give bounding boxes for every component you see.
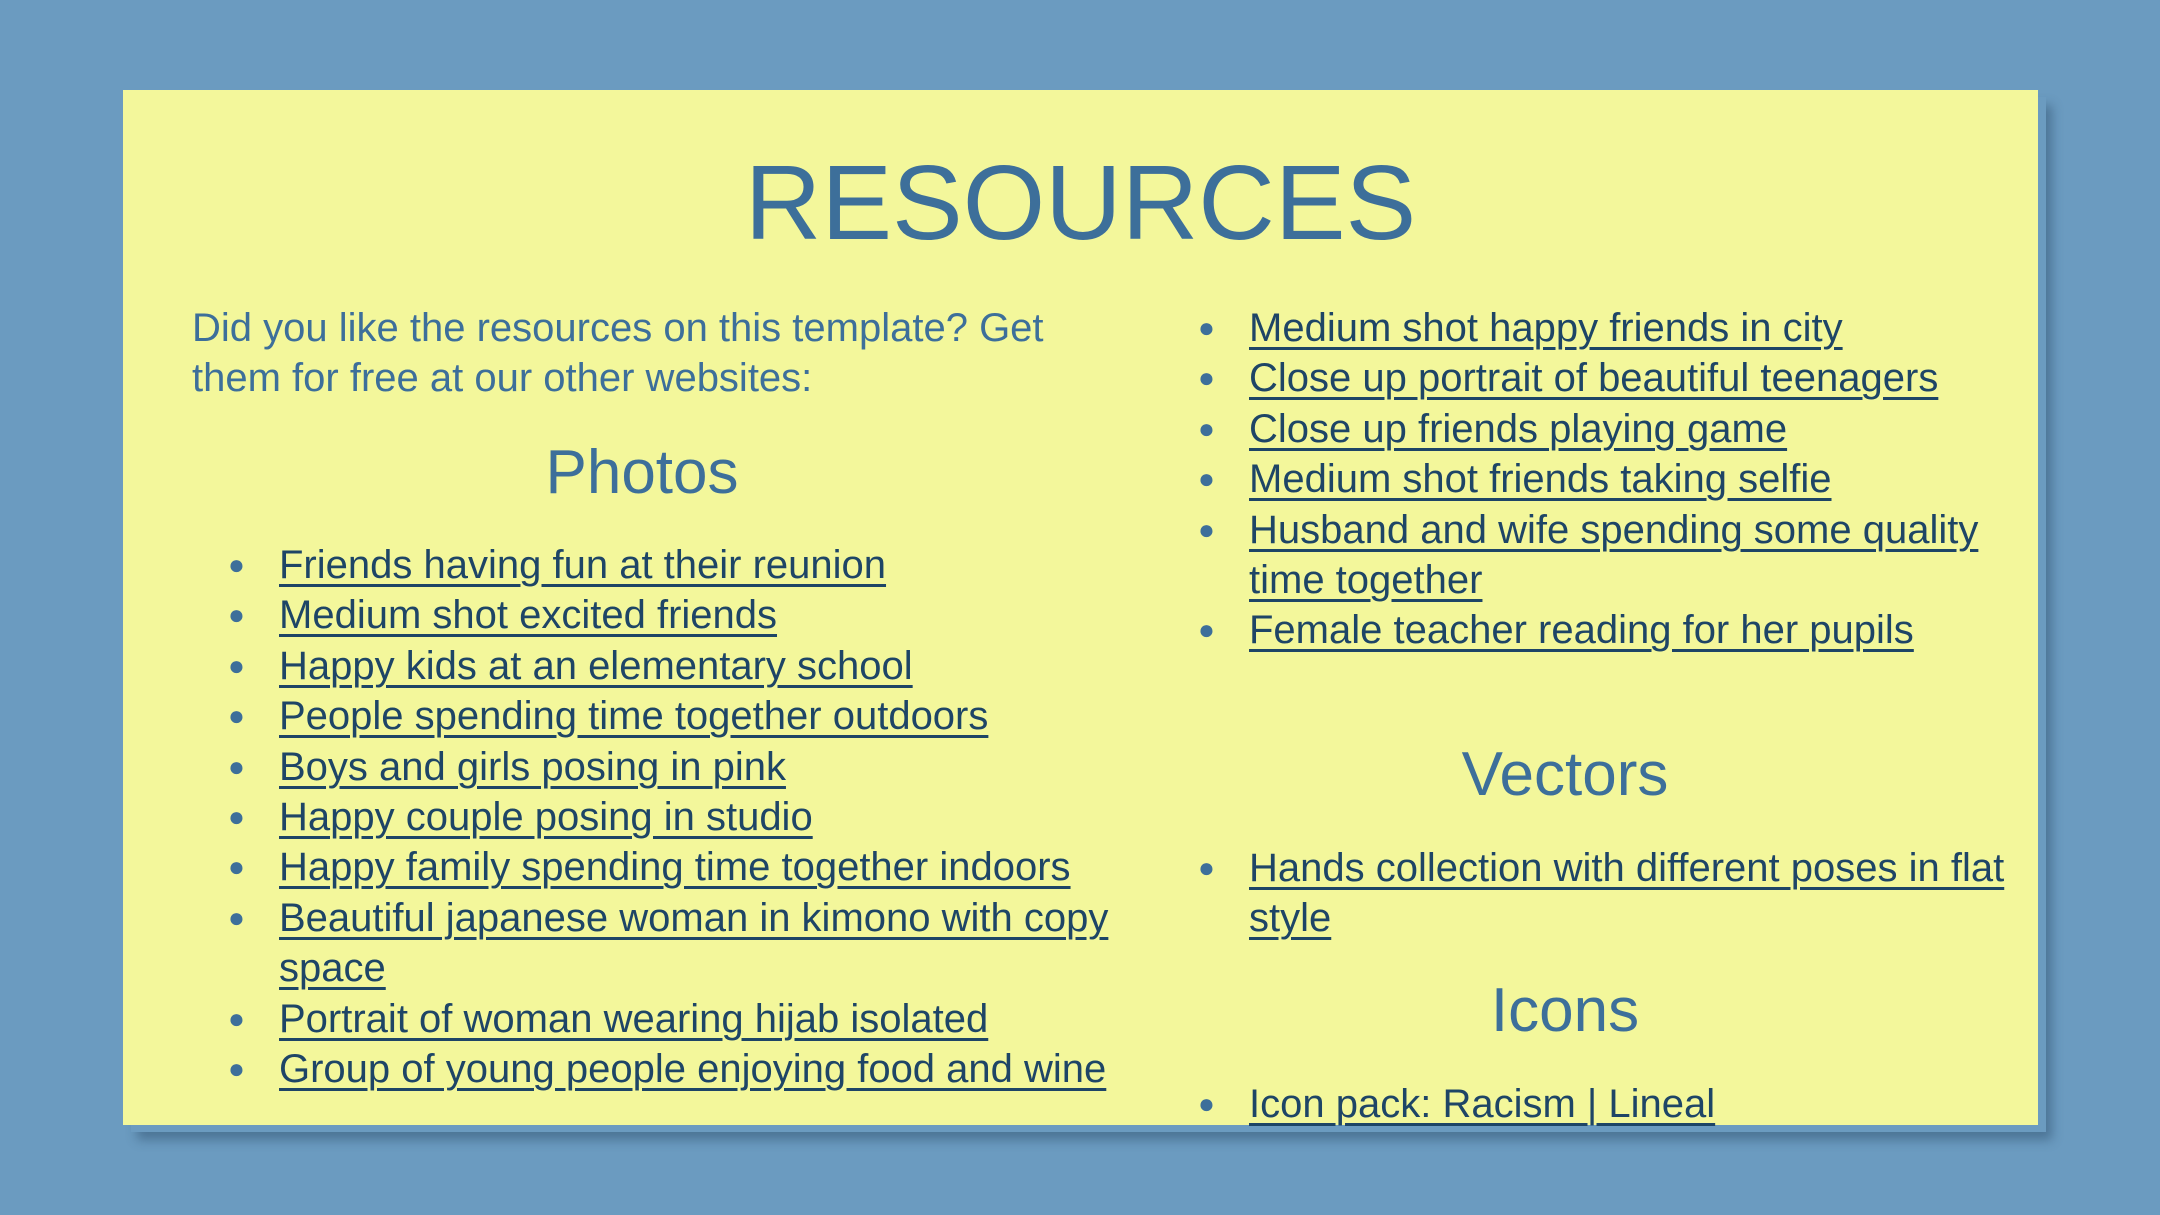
- photos-list-continued: [1162, 303, 2062, 656]
- list-item: [192, 540, 1122, 590]
- list-item: [192, 641, 1122, 691]
- photo-link[interactable]: Close up friends playing game: [1249, 406, 1788, 451]
- bullet-icon: ●: [1198, 1088, 1215, 1119]
- bullet-icon: ●: [228, 549, 245, 580]
- bullet-icon: ●: [1198, 312, 1215, 343]
- photo-link[interactable]: Medium shot friends taking selfie: [1249, 457, 1832, 502]
- bullet-icon: ●: [228, 901, 245, 933]
- bullet-icon: ●: [1198, 362, 1215, 394]
- photo-link[interactable]: Husband and wife spending some quality time together: [1249, 507, 1979, 603]
- photo-link[interactable]: Friends having fun at their reunion: [279, 543, 887, 587]
- icons-list: [1162, 1079, 2062, 1129]
- bullet-icon: ●: [228, 851, 245, 883]
- list-item: [192, 893, 1122, 994]
- vectors-heading: Vectors: [1461, 740, 1669, 809]
- list-item: [1162, 303, 2062, 353]
- vector-link[interactable]: Hands collection with different poses in flat style: [1249, 846, 2005, 941]
- photo-link[interactable]: Beautiful japanese woman in kimono with copy space: [279, 895, 1109, 991]
- bullet-icon: ●: [228, 700, 245, 732]
- photo-link[interactable]: Female teacher reading for her pupils: [1249, 608, 1914, 653]
- list-item: [1162, 404, 2062, 454]
- photo-link[interactable]: Happy kids at an elementary school: [279, 643, 913, 688]
- list-item: [192, 842, 1122, 892]
- vectors-list: [1162, 843, 2062, 944]
- intro-text: Did you like the resources on this template? Get them for free at our other websites:: [192, 306, 1044, 400]
- list-item: [192, 691, 1122, 741]
- photo-link[interactable]: Happy family spending time together indoors: [279, 845, 1071, 890]
- list-item: [192, 742, 1122, 792]
- page-title: RESOURCES: [744, 144, 1417, 262]
- bullet-icon: ●: [228, 1002, 245, 1034]
- list-item: [1162, 454, 2062, 504]
- photo-link[interactable]: Group of young people enjoying food and wine: [279, 1047, 1107, 1092]
- bullet-icon: ●: [228, 599, 245, 631]
- photo-link[interactable]: Portrait of woman wearing hijab isolated: [279, 996, 989, 1041]
- bullet-icon: ●: [228, 750, 245, 782]
- photos-heading: Photos: [545, 438, 739, 507]
- list-item: [1162, 1079, 2062, 1129]
- list-item: [192, 1044, 1122, 1094]
- bullet-icon: ●: [228, 649, 245, 681]
- bullet-icon: ●: [228, 801, 245, 833]
- list-item: [192, 792, 1122, 842]
- photo-link[interactable]: Medium shot excited friends: [279, 593, 778, 638]
- list-item: [1162, 505, 2062, 606]
- bullet-icon: ●: [1198, 513, 1215, 545]
- photo-link[interactable]: Medium shot happy friends in city: [1249, 306, 1843, 350]
- photo-link[interactable]: Boys and girls posing in pink: [279, 744, 786, 789]
- list-item: [1162, 843, 2062, 944]
- bullet-icon: ●: [228, 1053, 245, 1085]
- bullet-icon: ●: [1198, 463, 1215, 495]
- list-item: [1162, 605, 2062, 655]
- photos-list: [192, 540, 1122, 1094]
- bullet-icon: ●: [1198, 852, 1215, 883]
- photo-link[interactable]: Close up portrait of beautiful teenagers: [1249, 356, 1939, 401]
- list-item: [1162, 353, 2062, 403]
- list-item: [192, 994, 1122, 1044]
- icons-heading: Icons: [1490, 976, 1640, 1045]
- bullet-icon: ●: [1198, 614, 1215, 646]
- list-item: [192, 590, 1122, 640]
- icon-pack-link[interactable]: Icon pack: Racism | Lineal: [1249, 1082, 1716, 1126]
- photo-link[interactable]: People spending time together outdoors: [279, 694, 989, 739]
- photo-link[interactable]: Happy couple posing in studio: [279, 795, 813, 840]
- bullet-icon: ●: [1198, 412, 1215, 444]
